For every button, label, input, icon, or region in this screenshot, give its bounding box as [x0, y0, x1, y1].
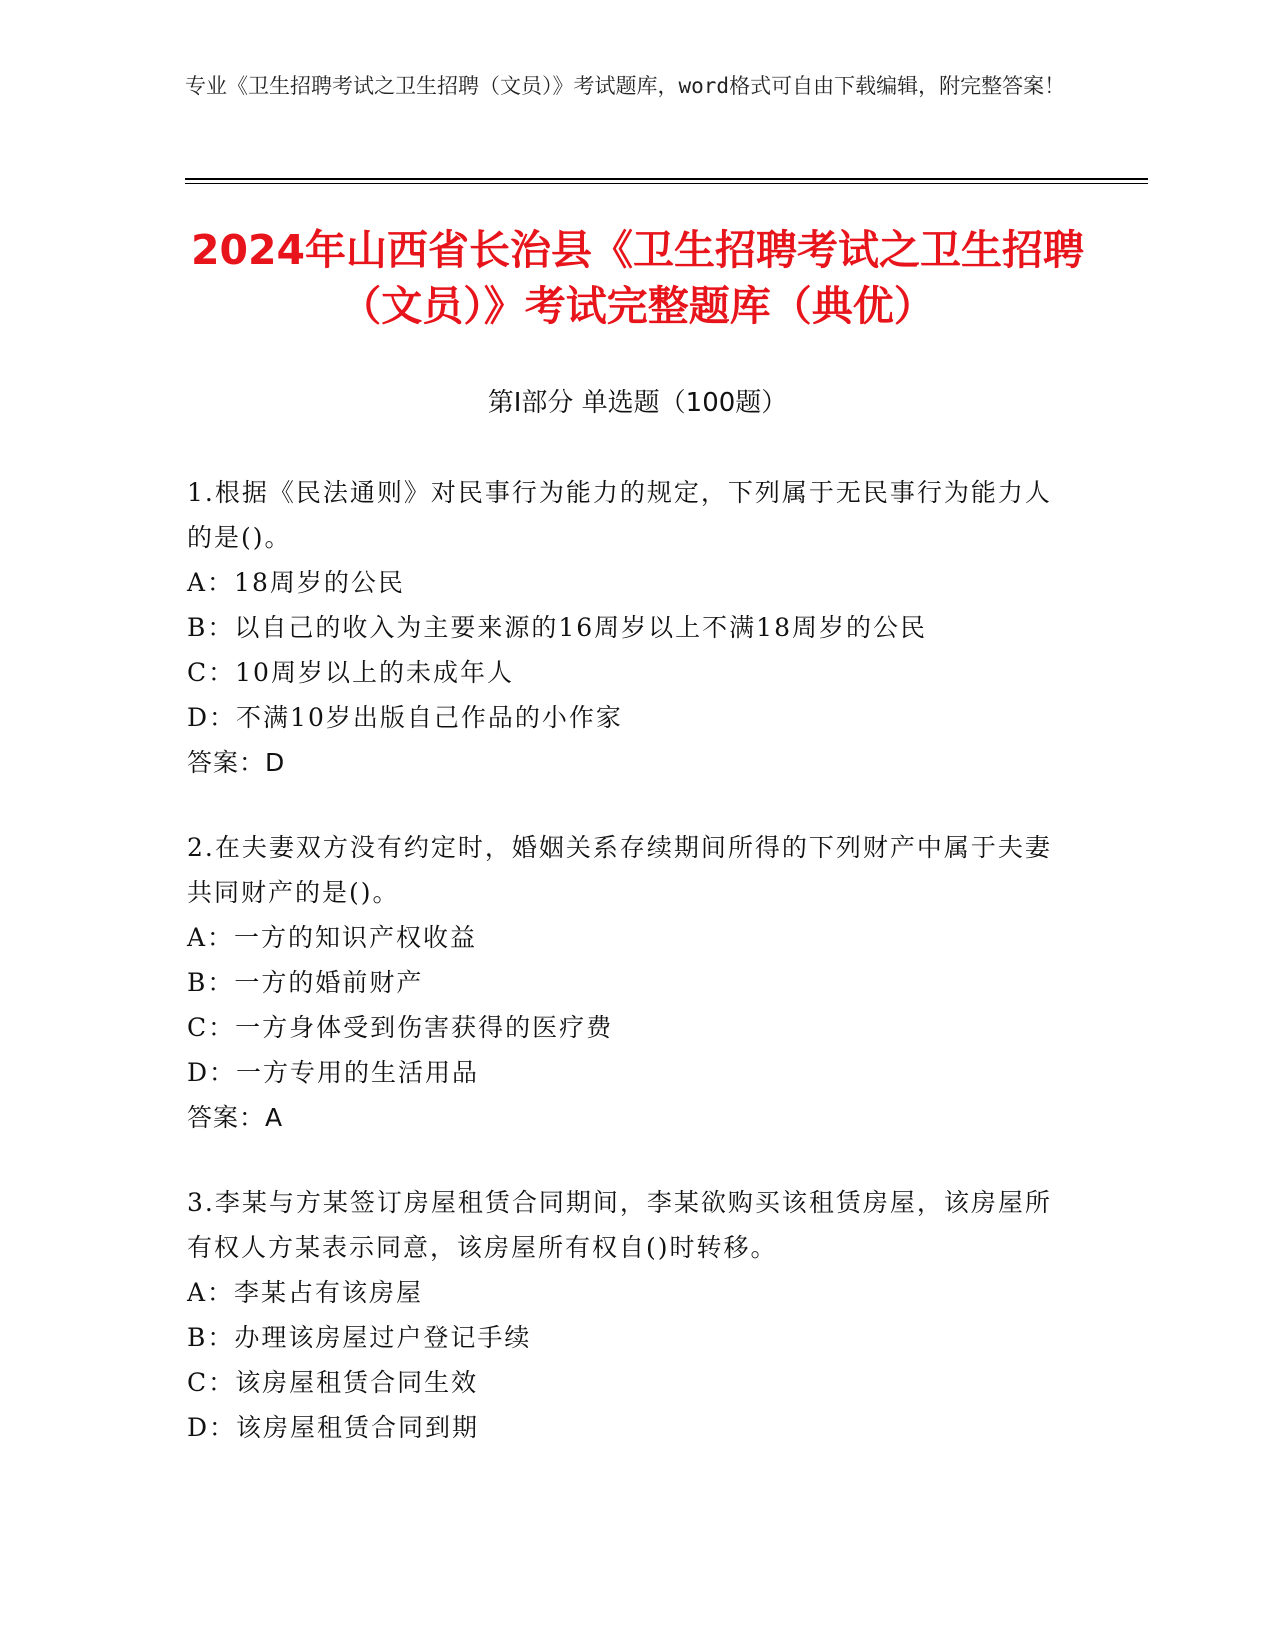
question-3	[187, 1180, 1067, 1450]
question-1	[187, 470, 1067, 785]
answer: 答案：A	[187, 1103, 284, 1132]
option-b: B：一方的婚前财产	[187, 968, 424, 997]
question-text: 2.在夫妻双方没有约定时，婚姻关系存续期间所得的下列财产中属于夫妻共同财产的是()。	[187, 833, 1052, 907]
option-b: B：办理该房屋过户登记手续	[187, 1323, 532, 1352]
option-b: B：以自己的收入为主要来源的16周岁以上不满18周岁的公民	[187, 613, 927, 642]
header-divider-thick	[185, 178, 1148, 180]
option-a: A：一方的知识产权收益	[187, 923, 478, 952]
option-a: A：18周岁的公民	[187, 568, 405, 597]
option-d: D：一方专用的生活用品	[187, 1058, 480, 1087]
answer: 答案：D	[187, 748, 286, 777]
document-title: 2024年山西省长治县《卫生招聘考试之卫生招聘（文员）》考试完整题库（典优）	[190, 226, 1085, 330]
header-divider-thin	[185, 183, 1148, 184]
option-d: D：不满10岁出版自己作品的小作家	[187, 703, 623, 732]
option-c: C：10周岁以上的未成年人	[187, 658, 514, 687]
header-note: 专业《卫生招聘考试之卫生招聘（文员）》考试题库，word格式可自由下载编辑，附完整答案！	[185, 74, 1066, 98]
question-2	[187, 825, 1067, 1140]
question-text: 3.李某与方某签订房屋租赁合同期间，李某欲购买该租赁房屋，该房屋所有权人方某表示同意，该房屋所有权自()时转移。	[187, 1188, 1052, 1262]
option-c: C：一方身体受到伤害获得的医疗费	[187, 1013, 614, 1042]
option-a: A：李某占有该房屋	[187, 1278, 424, 1307]
option-c: C：该房屋租赁合同生效	[187, 1368, 479, 1397]
question-list	[187, 470, 1067, 1490]
section-title: 第Ⅰ部分 单选题（100题）	[487, 388, 788, 418]
question-text: 1.根据《民法通则》对民事行为能力的规定，下列属于无民事行为能力人的是()。	[187, 478, 1052, 552]
option-d: D：该房屋租赁合同到期	[187, 1413, 480, 1442]
